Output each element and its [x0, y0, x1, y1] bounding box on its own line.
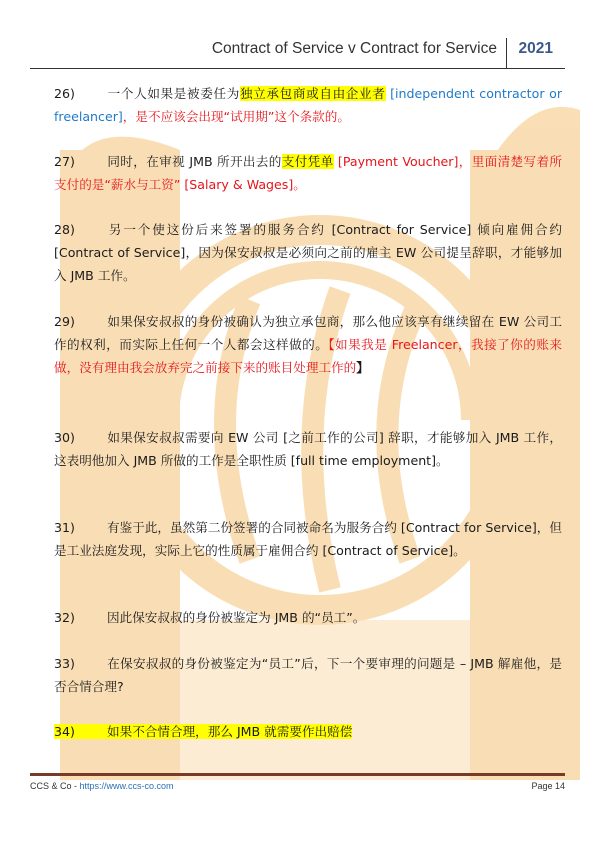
paragraph-text: 在保安叔叔的身份被鉴定为“员工”后，下一个要审理的问题是 – JMB 解雇他，是否合情合理?	[54, 656, 562, 694]
header-separator	[506, 38, 508, 68]
closing-bracket: 】	[356, 360, 369, 375]
paragraph-text: 有鉴于此，虽然第二份签署的合同被命名为服务合约 [Contract for Service]，但是工业法庭发现，实际上它的性质属于雇佣合约 [Contract of Service]。	[54, 520, 562, 558]
paragraph-number: 34)	[54, 724, 75, 739]
footer-page-number: Page 14	[531, 781, 565, 791]
emphasis-text: [Payment Voucher]，里面清楚写着所支付的是“薪水与工资” [Salary & Wages]。	[54, 154, 563, 192]
footer-rule	[30, 773, 565, 776]
paragraph-27	[54, 150, 562, 196]
paragraph-text: 如果保安叔叔需要向 EW 公司 [之前工作的公司] 辞职，才能够加入 JMB 工作，这表明他加入 JMB 所做的工作是全职性质 [full time employment]。	[54, 430, 562, 468]
paragraph-text: 一个人如果是被委任为	[107, 86, 240, 101]
footer-company: CCS & Co -	[30, 781, 80, 791]
paragraph-text: 同时，在审视 JMB 所开出去的	[107, 154, 282, 169]
paragraph-number: 33)	[54, 656, 75, 671]
paragraph-30	[54, 426, 562, 472]
header-title: Contract of Service v Contract for Service	[211, 40, 497, 57]
paragraph-text: 如果保安叔叔的身份被确认为独立承包商，那么他应该享有继续留在 EW 公司工作的权利，而实际上任何一个人都会这样做的。	[54, 314, 562, 352]
paragraph-text: 另一个使这份后来签署的服务合约 [Contract for Service] 倾向雇佣合约 [Contract of Service]，因为保安叔叔是必须向之前的雇主 EW 公司提呈辞职，才能够加入 JMB 工作。	[54, 222, 562, 283]
paragraph-26	[54, 82, 562, 128]
paragraph-number: 28)	[54, 222, 75, 237]
emphasis-text: ，是不应该会出现“试用期”这个条款的。	[122, 109, 350, 124]
paragraph-29	[54, 310, 562, 379]
paragraph-28	[54, 218, 562, 287]
paragraph-number: 32)	[54, 610, 75, 625]
highlighted-term: 支付凭单	[281, 154, 334, 169]
footer-left	[30, 781, 174, 791]
paragraph-number: 26)	[54, 86, 75, 101]
paragraph-33	[54, 652, 562, 698]
paragraph-text: 如果不合情合理，那么 JMB 就需要作出赔偿	[107, 724, 353, 739]
emphasis-text: 【如果我是 Freelancer，我接了你的账来做，没有理由我会放弃完之前接下来的账目处理工作的	[54, 337, 562, 375]
paragraph-number: 31)	[54, 520, 75, 535]
english-term: [independent contractor or freelancer]	[54, 86, 563, 124]
footer-website-link[interactable]: https://www.ccs-co.com	[79, 781, 174, 791]
paragraph-31	[54, 516, 562, 562]
paragraph-text: 因此保安叔叔的身份被鉴定为 JMB 的“员工”。	[107, 610, 366, 625]
paragraph-34	[54, 720, 562, 743]
paragraph-number: 30)	[54, 430, 75, 445]
page-header	[30, 38, 565, 69]
paragraph-number: 29)	[54, 314, 75, 329]
paragraph-number: 27)	[54, 154, 75, 169]
header-year: 2021	[518, 40, 553, 57]
highlighted-term: 独立承包商或自由企业者	[239, 86, 386, 101]
paragraph-32	[54, 606, 562, 629]
